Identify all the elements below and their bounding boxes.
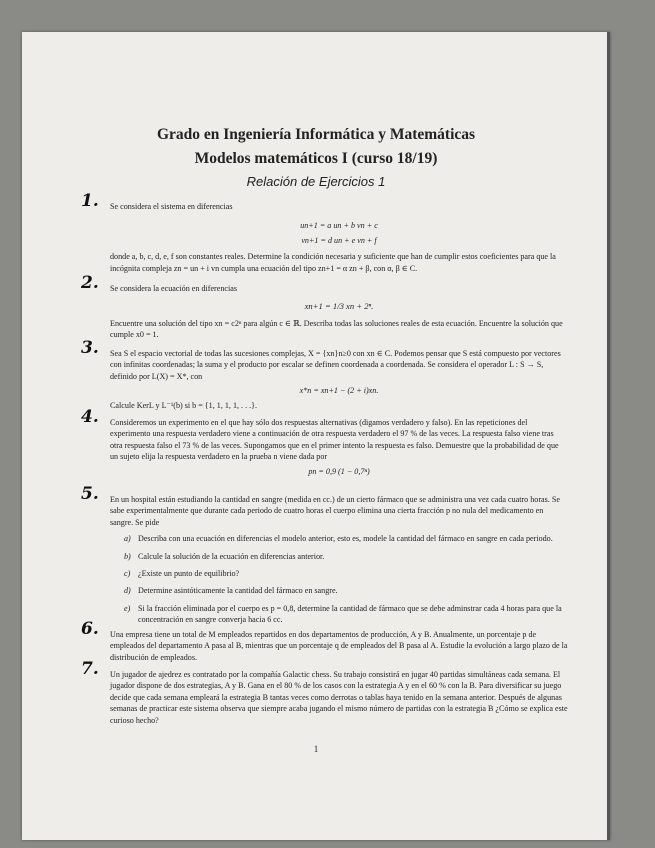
exercise-sheet-title: Relación de Ejercicios 1: [246, 174, 386, 189]
exercise-4-number: 4.: [81, 407, 99, 427]
exercise-1-text: donde a, b, c, d, e, f son constantes reales. Determine la condición necesaria y suficiente que han de cumplir estos coeficientes para que la incógnita compleja zn = un + i vn cumpla una ecuación del tipo zn+1 = α zn + β, con α, β ∈ C.: [110, 252, 556, 273]
exercise-3: [81, 338, 568, 411]
exercise-5-items: [110, 533, 568, 625]
exercise-5-item-c: [124, 568, 568, 579]
exercise-2-intro: Se considera la ecuación en diferencias: [110, 284, 237, 293]
exercise-5-item-b: [124, 551, 568, 562]
exercise-1-intro: Se considera el sistema en diferencias: [110, 202, 233, 211]
exercise-3-text1: Sea S el espacio vectorial de todas las sucesiones complejas, X = {xn}n≥0 con xn ∈ C. Podemos pensar que S está compuesto por vectores con infinitas coordenadas; la suma y el producto por escalar se definen coordenada a coordenada. Se considera el operador L : S → S, definido por L(X) = X*, con: [110, 349, 561, 381]
document-page: [22, 32, 610, 840]
exercise-6: [81, 619, 568, 663]
item-text: ¿Existe un punto de equilibrio?: [138, 569, 240, 579]
item-label: d): [124, 586, 131, 596]
exercise-3-number: 3.: [81, 338, 99, 358]
item-label: c): [124, 569, 131, 579]
exercise-5-item-e: [124, 603, 568, 626]
item-label: b): [124, 551, 131, 561]
course-title: Grado en Ingeniería Informática y Matemáticas: [156, 126, 476, 143]
item-text: Describa con una ecuación en diferencias el modelo anterior, esto es, modele la cantidad del fármaco en sangre en cada periodo.: [138, 534, 553, 544]
exercise-6-number: 6.: [81, 619, 99, 639]
exercise-2: [81, 273, 568, 341]
exercise-5-item-d: [124, 585, 568, 596]
exercise-5-number: 5.: [81, 484, 99, 504]
exercise-2-eq1: xn+1 = 1/3 xn + 2ⁿ.: [304, 301, 374, 312]
item-text: Determine asintóticamente la cantidad del fármaco en sangre.: [138, 586, 338, 596]
exercise-5-text: En un hospital están estudiando la cantidad en sangre (medida en cc.) de un cierto fármaco que se administra una vez cada cuatro horas. Se sabe experimentalmente que durante cada periodo de cuatro horas el cuerpo elimina una cierta fracción p no nula del medicamento en sangre. Se pide: [110, 495, 560, 527]
exercise-5-item-a: [124, 533, 568, 544]
item-text: Si la fracción eliminada por el cuerpo es p = 0,8, determine la cantidad de fármaco que se debe adminstrar cada 4 horas para que la concentración en sangre converja hacia 6 cc.: [138, 603, 562, 625]
exercise-1-eq1: un+1 = a un + b vn + c: [300, 221, 378, 231]
exercise-7-text: Un jugador de ajedrez es contratado por la compañía Galactic chess. Su trabajo consistirá en jugar 40 partidas simultáneas cada semana. El jugador dispone de dos estrategias, A y B. Gana en el 80 % de los casos con la estrategia A y en el 60 % con la B. Para diversificar su juego decide que cada semana empleará la estrategia B tantas veces como derrotas o tablas haya tenido en la semana anterior. Después de algunas semanas de practicar este sistema observa que siempre acaba jugando el mismo número de partidas con la estrategia B ¿Cómo se explica este curioso hecho?: [110, 670, 568, 725]
item-label: e): [124, 603, 131, 613]
exercise-2-text: Encuentre una solución del tipo xn = c2ⁿ para algún c ∈ ℝ. Describa todas las soluciones reales de esta ecuación. Encuentre la solución que cumple x0 = 1.: [110, 318, 563, 340]
item-text: Calcule la solución de la ecuación en diferencias anterior.: [138, 551, 325, 561]
item-label: a): [124, 534, 131, 544]
exercise-4-text: Consideremos un experimento en el que hay sólo dos respuestas alternativas (digamos verdadero y falso). En las repeticiones del experimento una respuesta verdadero viene a continuación de otra respuesta verdadero el 97 % de las veces. La respuesta falso viene tras otra respuesta falso el 73 % de las veces. Supongamos que en el primer intento la respuesta es falso. Demuestre que la probabilidad de que un sujeto elija la respuesta verdadero en la prueba n viene dada por: [110, 418, 559, 462]
exercise-7: [81, 659, 568, 726]
exercise-7-number: 7.: [81, 659, 99, 679]
exercise-4: [81, 407, 568, 480]
course-subtitle: Modelos matemáticos I (curso 18/19): [194, 150, 438, 167]
exercise-2-number: 2.: [81, 273, 99, 293]
exercise-6-text: Una empresa tiene un total de M empleados repartidos en dos departamentos de producción, A y B. Anualmente, un porcentaje p de empleados del departamento A pasa al B, mientras que un porcentaje q de empleados del B pasa al A. Estudie la evolución a largo plazo de la distribución de empleados.: [110, 630, 568, 662]
exercise-1: [81, 191, 568, 274]
exercise-3-eq1: x*n = xn+1 − (2 + i)xn.: [299, 386, 379, 396]
exercise-1-number: 1.: [81, 191, 99, 211]
exercise-4-eq1: pn = 0,9 (1 − 0,7ⁿ): [308, 466, 370, 476]
exercise-3-text2: Calcule KerL y L⁻¹(b) si b = {1, 1, 1, 1, . . .}.: [110, 400, 258, 410]
exercise-5: [81, 484, 568, 632]
exercise-1-eq2: vn+1 = d un + e vn + f: [301, 235, 377, 245]
page-number: 1: [313, 744, 319, 754]
